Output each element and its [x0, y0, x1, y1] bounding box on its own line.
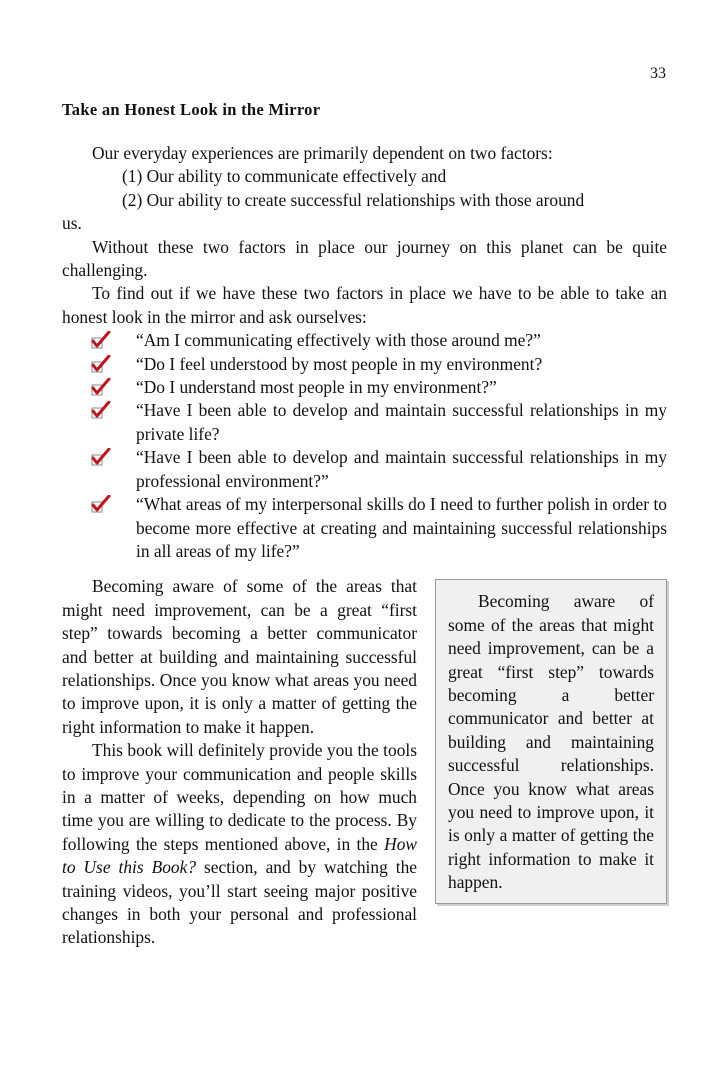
paragraph-this-book-part-1: This book will definitely provide you the tools to improve your communication and people skills in a matter of weeks, depending on how much time you are willing to dedicate to the process. By following the steps mentioned above, in the: [62, 740, 417, 854]
paragraph-becoming-aware: Becoming aware of some of the areas that might need improvement, can be a great “first step” towards becoming a better communicator and better at building and maintaining successful relationships. Once you know what areas you need to improve upon, it is only a matter of getting the right information to make it happen.: [62, 576, 417, 737]
factor-1: (1) Our ability to communicate effectively and: [122, 166, 447, 187]
page-number: 33: [650, 65, 666, 82]
question-text: “Have I been able to develop and maintain successful relationships in my private life?: [136, 400, 667, 444]
intro-paragraph: Our everyday experiences are primarily dependent on two factors:: [92, 143, 553, 163]
question-text: “Do I feel understood by most people in my environment?: [136, 353, 543, 374]
list-item: [62, 399, 667, 446]
checkmark-icon: [89, 495, 111, 513]
body-text: [62, 142, 667, 950]
pull-quote-text: Becoming aware of some of the areas that might need improvement, can be a great “first step” towards becoming a better communicator and better at building and maintaining successful relationships. Once you know what areas you need to improve upon, it is only a matter of getting the right information to make it happen.: [448, 591, 654, 893]
pull-quote-box: [435, 579, 667, 903]
checkmark-icon: [89, 355, 111, 373]
question-text: “Am I communicating effectively with those around me?”: [136, 330, 541, 351]
book-section-reference: How to Use this Book?: [62, 833, 417, 878]
lower-section: [62, 575, 667, 950]
paragraph-two-factors: Without these two factors in place our journey on this planet can be quite challenging.: [62, 236, 667, 281]
question-text: “What areas of my interpersonal skills do I need to further polish in order to become more effective at creating and maintaining successful relationships in all areas of my life?”: [136, 494, 667, 561]
list-item: [62, 329, 667, 352]
list-item: [62, 493, 667, 563]
checkmark-icon: [89, 401, 111, 419]
checkmark-icon: [89, 331, 111, 349]
question-text: “Have I been able to develop and maintain successful relationships in my professional environment?”: [136, 447, 667, 491]
factor-2-continuation: us.: [62, 213, 82, 234]
list-item: [62, 446, 667, 493]
section-title: Take an Honest Look in the Mirror: [62, 100, 321, 119]
question-list: [62, 329, 667, 563]
list-item: [62, 376, 667, 399]
question-text: “Do I understand most people in my environment?”: [136, 377, 497, 398]
list-item: [62, 353, 667, 376]
paragraph-honest-look: To find out if we have these two factors in place we have to be able to take an honest look in the mirror and ask ourselves:: [62, 283, 667, 327]
factor-2: (2) Our ability to create successful relationships with those around: [122, 189, 585, 210]
checkmark-icon: [89, 448, 111, 466]
paragraph-this-book-part-2: section, and by watching the training videos, you’ll start seeing major positive changes in both your personal and professional relationships.: [62, 857, 417, 948]
checkmark-icon: [89, 378, 111, 396]
